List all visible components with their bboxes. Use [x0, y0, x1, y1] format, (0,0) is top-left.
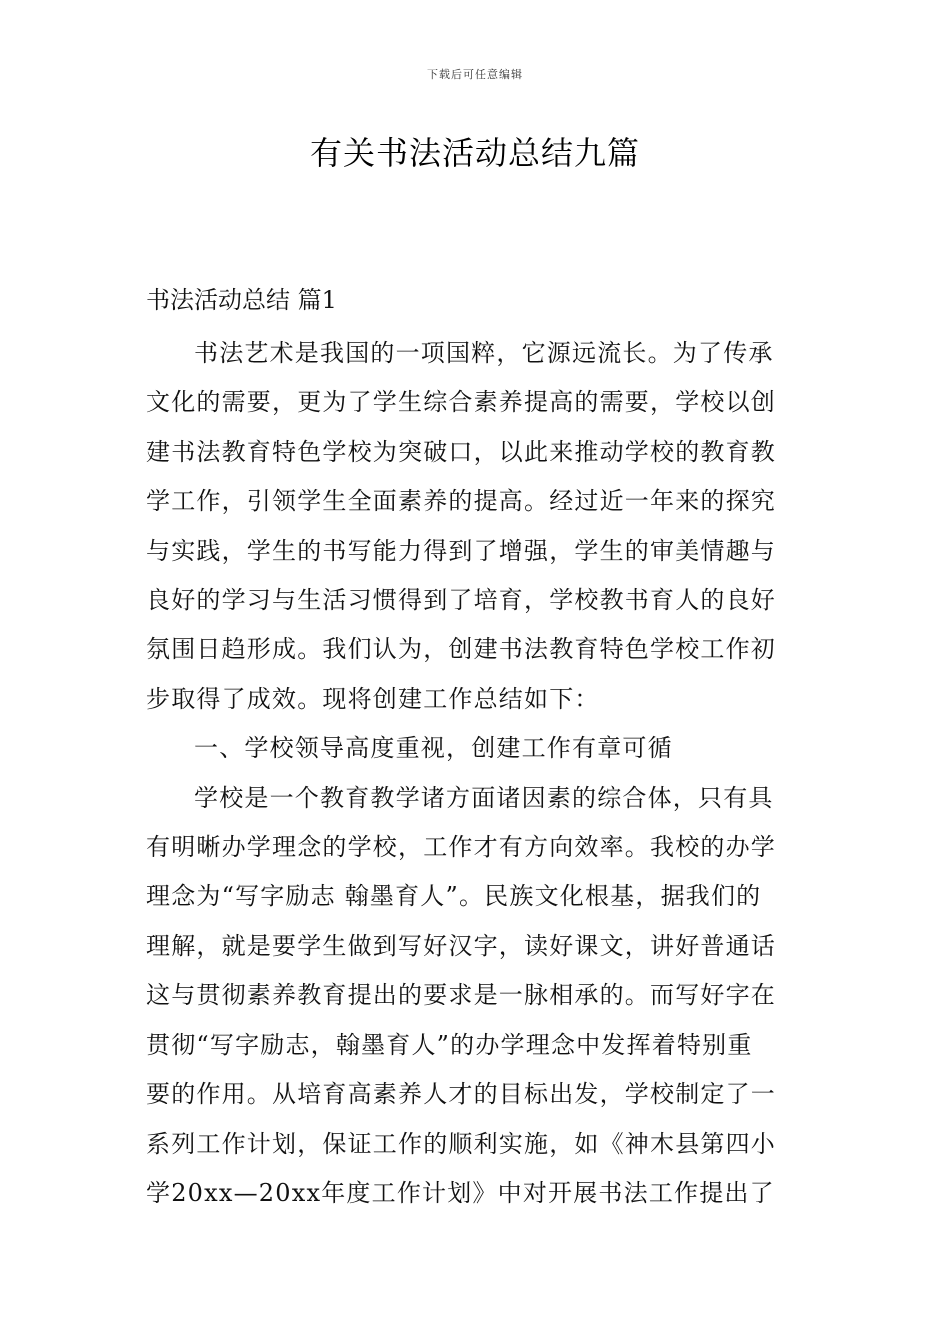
paragraph-line: 良好的学习与生活习惯得到了培育，学校教书育人的良好	[146, 586, 776, 615]
subheading-1: 一、学校领导高度重视，创建工作有章可循	[194, 734, 673, 763]
paragraph-line: 系列工作计划，保证工作的顺利实施，如《神木县第四小	[146, 1129, 776, 1158]
header-note: 下载后可任意编辑	[427, 68, 523, 81]
paragraph-line: 学工作，引领学生全面素养的提高。经过近一年来的探究	[146, 487, 776, 516]
paragraph-line: 有明晰办学理念的学校，工作才有方向效率。我校的办学	[146, 833, 776, 862]
document-body	[146, 280, 808, 1218]
document-title: 有关书法活动总结九篇	[309, 134, 640, 172]
paragraph-line: 要的作用。从培育高素养人才的目标出发，学校制定了一	[146, 1080, 776, 1109]
paragraph-line: 理念为“写字励志 翰墨育人”。民族文化根基，据我们的	[146, 882, 762, 911]
paragraph-line: 书法艺术是我国的一项国粹，它源远流长。为了传承	[194, 339, 774, 367]
paragraph-1	[146, 329, 808, 724]
paragraph-line: 氛围日趋形成。我们认为，创建书法教育特色学校工作初	[146, 635, 776, 664]
paragraph-line: 理解，就是要学生做到写好汉字，读好课文，讲好普通话	[146, 931, 776, 960]
paragraph-line: 文化的需要，更为了学生综合素养提高的需要，学校以创	[146, 388, 776, 417]
paragraph-line: 学20xx—20xx年度工作计划》中对开展书法工作提出了	[146, 1178, 775, 1207]
paragraph-line: 贯彻“写字励志，翰墨育人”的办学理念中发挥着特别重	[146, 1030, 753, 1059]
paragraph-line: 学校是一个教育教学诸方面诸因素的综合体，只有具	[194, 783, 774, 812]
paragraph-line: 建书法教育特色学校为突破口，以此来推动学校的教育教	[146, 437, 776, 466]
paragraph-line: 这与贯彻素养教育提出的要求是一脉相承的。而写好字在	[146, 981, 776, 1010]
paragraph-line: 步取得了成效。现将创建工作总结如下：	[146, 684, 600, 713]
paragraph-2	[146, 774, 808, 1219]
section-heading: 书法活动总结 篇1	[146, 286, 337, 314]
paragraph-line: 与实践，学生的书写能力得到了增强，学生的审美情趣与	[146, 536, 776, 565]
